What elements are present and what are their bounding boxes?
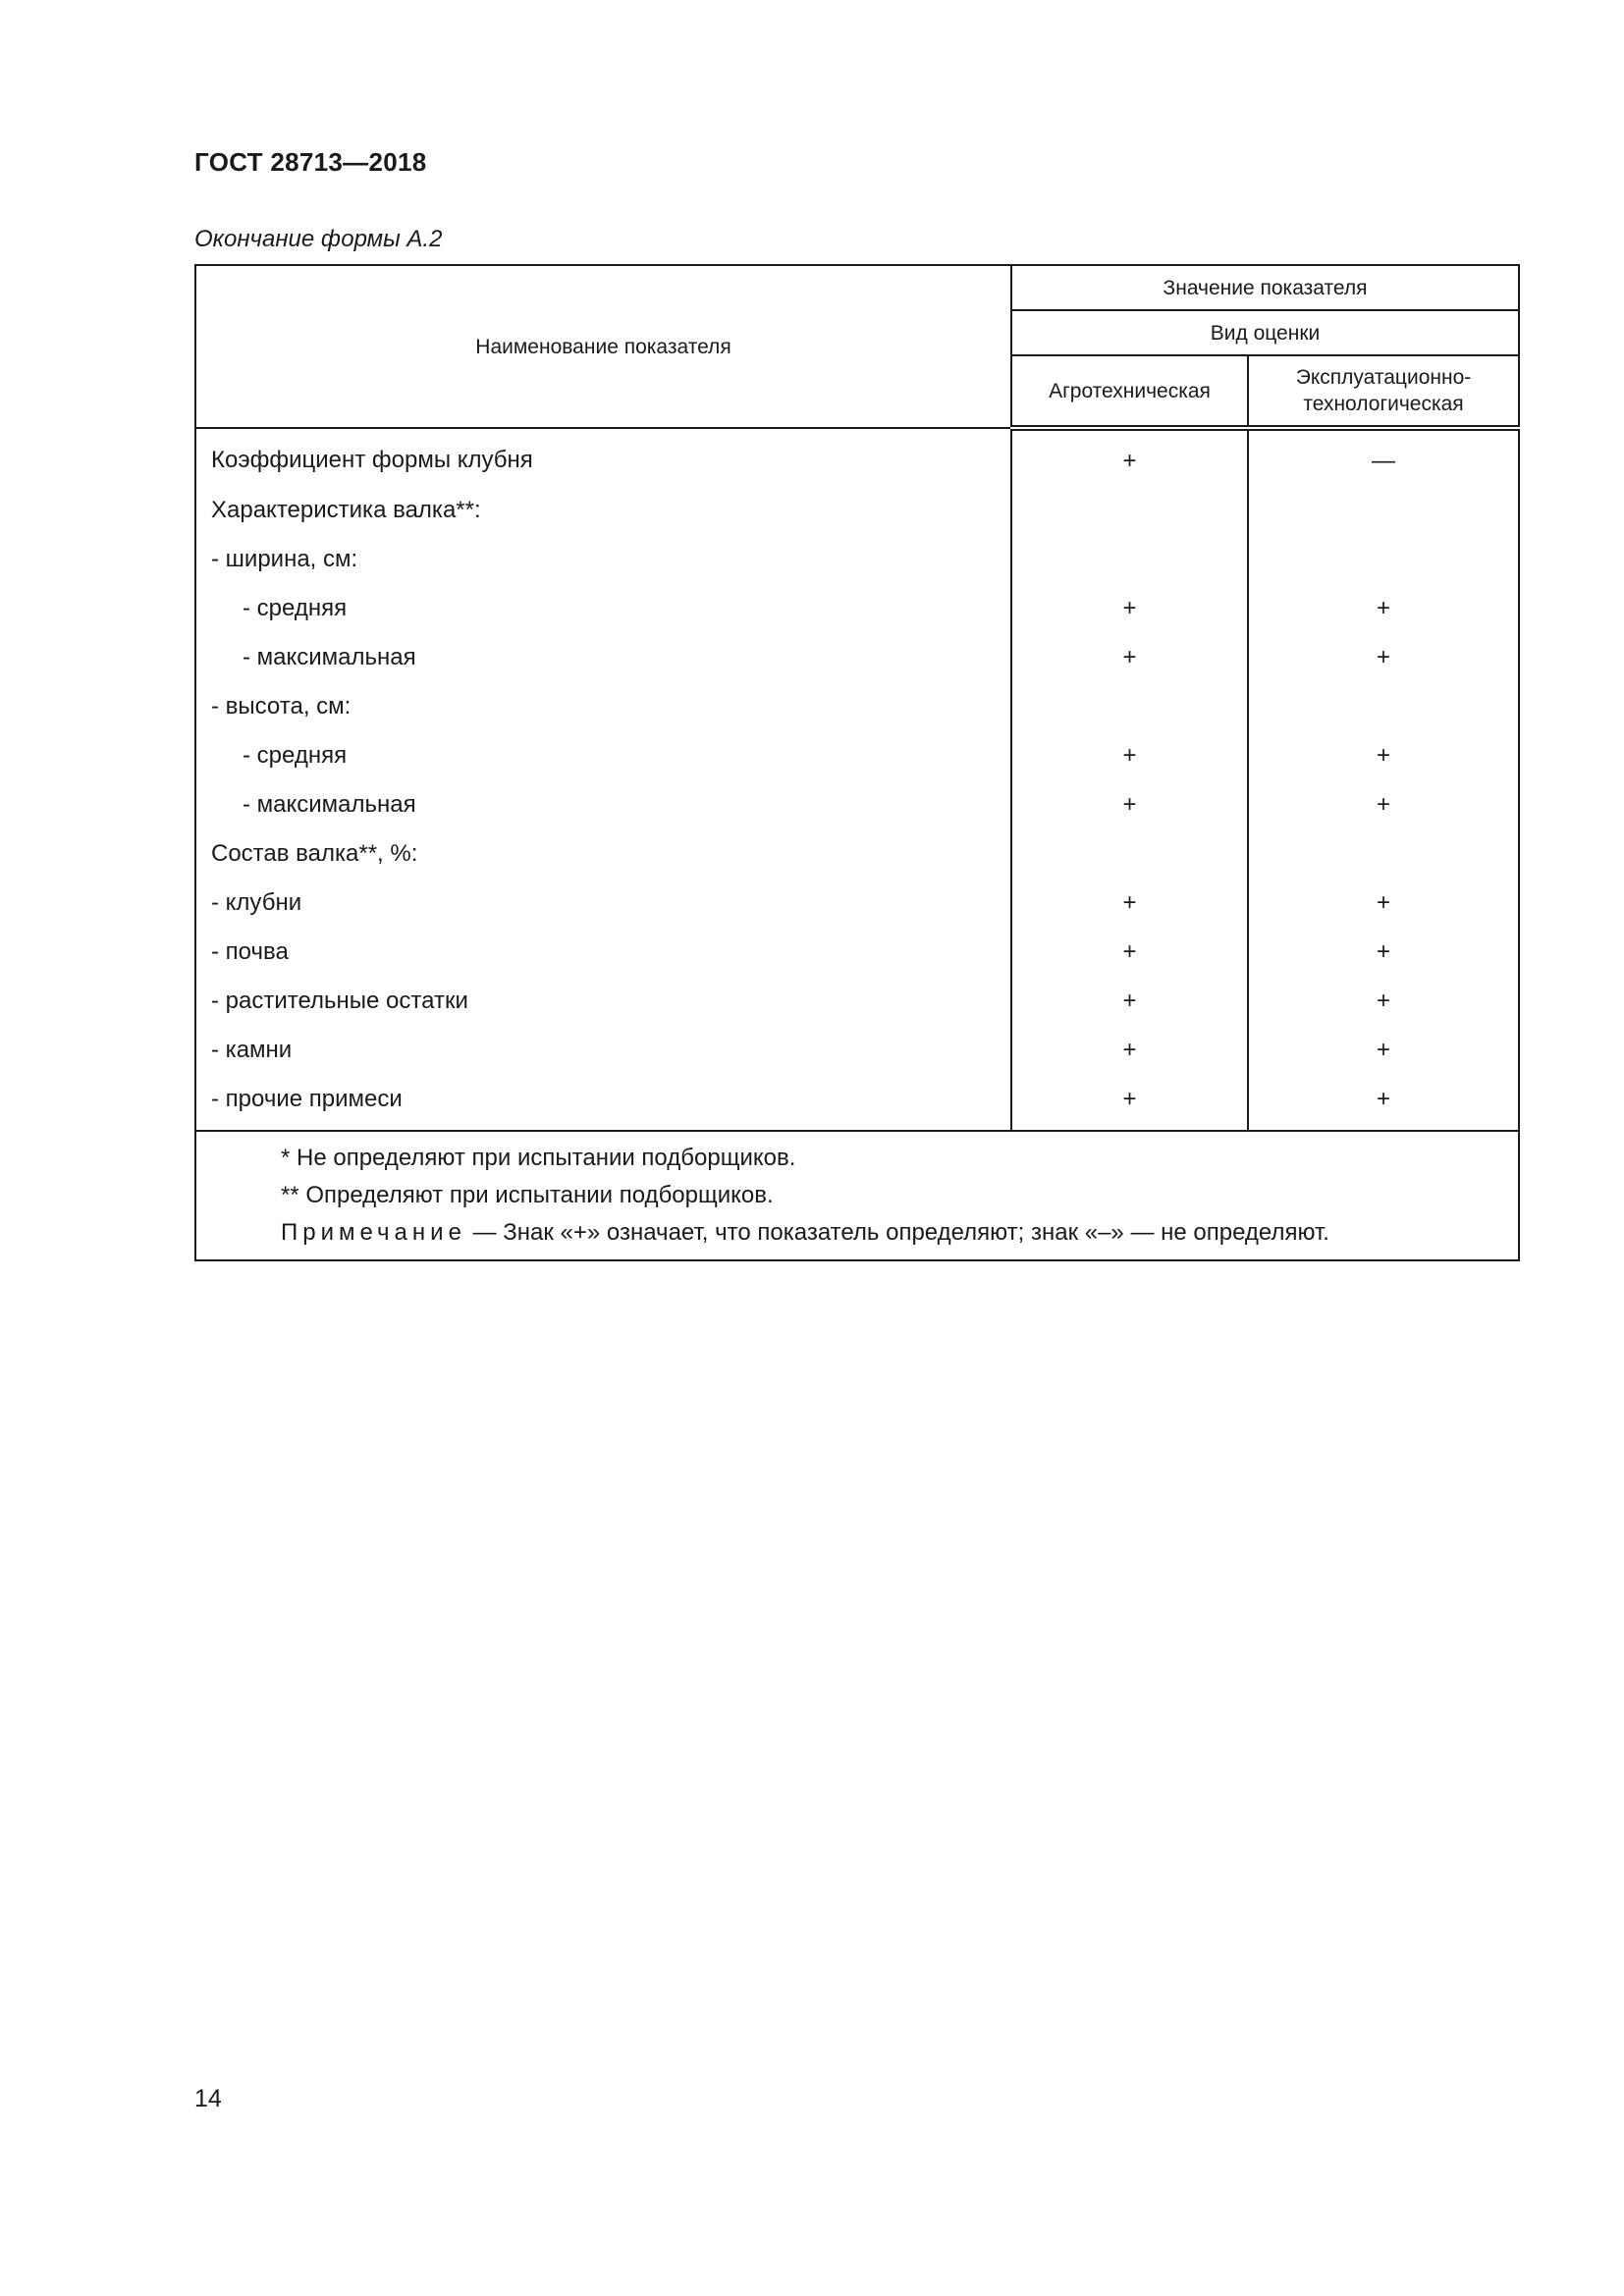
row-operational-mark — [1248, 682, 1519, 731]
indicator-table — [194, 264, 1520, 1261]
header-agrotechnical: Агротехническая — [1011, 355, 1248, 428]
row-agrotechnical-mark: + — [1011, 428, 1248, 486]
row-agrotechnical-mark — [1011, 829, 1248, 879]
row-operational-mark: — — [1248, 428, 1519, 486]
table-row — [195, 1026, 1519, 1075]
table-row — [195, 682, 1519, 731]
row-operational-mark — [1248, 829, 1519, 879]
table-row — [195, 780, 1519, 829]
row-agrotechnical-mark — [1011, 535, 1248, 584]
row-operational-mark — [1248, 535, 1519, 584]
row-indicator-name: Коэффициент формы клубня — [195, 428, 1011, 486]
table-row — [195, 428, 1519, 486]
header-indicator-name: Наименование показателя — [195, 265, 1011, 428]
row-operational-mark: + — [1248, 780, 1519, 829]
row-indicator-name: - средняя — [195, 584, 1011, 633]
header-operational-technological: Эксплуатационно- технологическая — [1248, 355, 1519, 428]
row-indicator-name: - средняя — [195, 731, 1011, 780]
row-operational-mark: + — [1248, 584, 1519, 633]
form-caption: Окончание формы А.2 — [194, 226, 443, 252]
row-indicator-name: - высота, см: — [195, 682, 1011, 731]
row-indicator-name: - прочие примеси — [195, 1075, 1011, 1131]
header-indicator-value: Значение показателя — [1011, 265, 1519, 310]
row-operational-mark: + — [1248, 928, 1519, 977]
row-agrotechnical-mark: + — [1011, 879, 1248, 928]
row-operational-mark: + — [1248, 977, 1519, 1026]
row-indicator-name: Характеристика валка**: — [195, 486, 1011, 535]
row-operational-mark: + — [1248, 1075, 1519, 1131]
table-row — [195, 928, 1519, 977]
row-indicator-name: Состав валка**, %: — [195, 829, 1011, 879]
table-row — [195, 535, 1519, 584]
row-agrotechnical-mark — [1011, 682, 1248, 731]
table-row — [195, 486, 1519, 535]
row-indicator-name: - максимальная — [195, 780, 1011, 829]
row-agrotechnical-mark: + — [1011, 633, 1248, 682]
row-operational-mark: + — [1248, 1026, 1519, 1075]
table-body — [195, 428, 1519, 1260]
row-agrotechnical-mark: + — [1011, 731, 1248, 780]
row-operational-mark: + — [1248, 879, 1519, 928]
table-footer-row — [195, 1131, 1519, 1260]
row-indicator-name: - максимальная — [195, 633, 1011, 682]
table-row — [195, 1075, 1519, 1131]
document-title: ГОСТ 28713—2018 — [194, 147, 427, 177]
row-indicator-name: - почва — [195, 928, 1011, 977]
note-text: — Знак «+» означает, что показатель определяют; знак «–» — не определяют. — [465, 1219, 1329, 1246]
row-agrotechnical-mark: + — [1011, 1026, 1248, 1075]
row-agrotechnical-mark: + — [1011, 584, 1248, 633]
footnote-1: * Не определяют при испытании подборщиков. — [281, 1145, 796, 1171]
row-agrotechnical-mark: + — [1011, 780, 1248, 829]
footnote-2: ** Определяют при испытании подборщиков. — [281, 1182, 774, 1208]
table-footnotes — [195, 1131, 1519, 1260]
page-number: 14 — [194, 2085, 222, 2112]
row-operational-mark — [1248, 486, 1519, 535]
note-label: Примечание — [281, 1219, 466, 1246]
row-indicator-name: - клубни — [195, 879, 1011, 928]
row-agrotechnical-mark: + — [1011, 928, 1248, 977]
row-indicator-name: - ширина, см: — [195, 535, 1011, 584]
header-evaluation-type: Вид оценки — [1011, 310, 1519, 355]
row-operational-mark: + — [1248, 731, 1519, 780]
row-agrotechnical-mark: + — [1011, 1075, 1248, 1131]
table-row — [195, 879, 1519, 928]
note — [281, 1214, 1518, 1252]
row-operational-mark: + — [1248, 633, 1519, 682]
row-agrotechnical-mark: + — [1011, 977, 1248, 1026]
table-row — [195, 829, 1519, 879]
table-row — [195, 977, 1519, 1026]
table-row — [195, 633, 1519, 682]
table-row — [195, 731, 1519, 780]
row-agrotechnical-mark — [1011, 486, 1248, 535]
row-indicator-name: - камни — [195, 1026, 1011, 1075]
row-indicator-name: - растительные остатки — [195, 977, 1011, 1026]
table-row — [195, 584, 1519, 633]
